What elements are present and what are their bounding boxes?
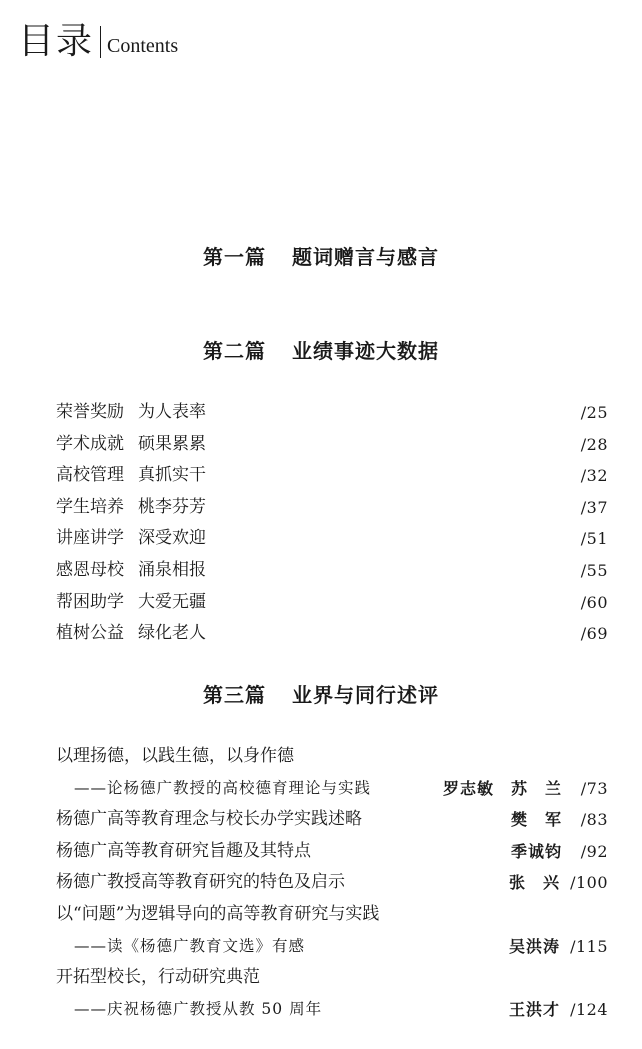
article-subtitle: ——论杨德广教授的高校德育理论与实践 <box>74 778 372 797</box>
part3-number: 第三篇 <box>203 683 266 707</box>
entry-title-a: 感恩母校 <box>56 559 124 580</box>
article-author: 罗志敏 苏 兰 <box>442 778 562 798</box>
article-subtitle-row[interactable] <box>56 773 608 805</box>
article-title-row[interactable] <box>56 804 608 836</box>
toc-title-en: Contents <box>107 35 179 57</box>
entry-title-a: 高校管理 <box>56 465 124 486</box>
part2-title: 业绩事迹大数据 <box>292 339 439 363</box>
entry-title-b: 深受欢迎 <box>138 528 206 549</box>
entry-title-b: 桃李芬芳 <box>138 496 206 517</box>
entry-title-b: 涌泉相报 <box>138 559 206 580</box>
page-number: /92 <box>580 841 608 861</box>
part3-heading[interactable] <box>0 682 642 708</box>
article-author: 季诚钧 <box>510 841 562 861</box>
article-subtitle: ——读《杨德广教育文选》有感 <box>74 936 306 955</box>
page-number: /73 <box>580 778 608 798</box>
toc-title-cn: 目录 <box>18 21 95 62</box>
article-title: 杨德广教授高等教育研究的特色及启示 <box>56 872 345 893</box>
entry-title-a: 学术成就 <box>56 433 124 454</box>
article-title: 杨德广高等教育研究旨趣及其特点 <box>56 840 311 861</box>
page-number: /28 <box>580 434 608 454</box>
toc-header <box>18 18 178 62</box>
entry-title-b: 为人表率 <box>138 402 206 422</box>
toc-entry[interactable] <box>56 460 608 492</box>
article-author: 樊 军 <box>510 810 562 830</box>
part3-title: 业界与同行述评 <box>292 683 439 707</box>
page-number: /100 <box>570 873 608 893</box>
page-number: /55 <box>580 560 608 580</box>
entry-title-a: 帮困助学 <box>56 591 124 612</box>
page-number: /32 <box>580 466 608 486</box>
article-subtitle-row[interactable] <box>56 931 608 963</box>
toc-entry[interactable] <box>56 555 608 587</box>
article-title: 开拓型校长，行动研究典范 <box>56 967 260 988</box>
article-title-row[interactable] <box>56 741 608 773</box>
page-number: /83 <box>580 810 608 830</box>
entry-title-a: 植树公益 <box>56 623 124 644</box>
header-divider <box>100 26 101 58</box>
entry-title-b: 大爱无疆 <box>138 591 206 612</box>
page-number: /124 <box>570 999 608 1019</box>
article-author: 吴洪涛 <box>508 936 560 956</box>
toc-entry[interactable] <box>56 492 608 524</box>
page-number: /51 <box>580 529 608 549</box>
entry-title-b: 真抓实干 <box>138 465 206 486</box>
article-subtitle: ——庆祝杨德广教授从教 50 周年 <box>74 999 323 1018</box>
part1-number: 第一篇 <box>203 245 266 269</box>
entry-title-a: 荣誉奖励 <box>56 402 124 422</box>
article-subtitle-row[interactable] <box>56 994 608 1026</box>
article-author: 王洪才 <box>508 999 560 1019</box>
article-title: 杨德广高等教育理念与校长办学实践述略 <box>56 809 362 830</box>
toc-entry[interactable] <box>56 587 608 619</box>
article-title: 以“问题”为逻辑导向的高等教育研究与实践 <box>56 903 380 924</box>
entry-title-a: 学生培养 <box>56 496 124 517</box>
article-title-row[interactable] <box>56 899 608 931</box>
part2-number: 第二篇 <box>203 339 266 363</box>
page-number: /60 <box>580 592 608 612</box>
page-number: /69 <box>580 624 608 644</box>
part2-heading[interactable] <box>0 338 642 364</box>
part1-heading[interactable] <box>0 244 642 270</box>
article-title-row[interactable] <box>56 836 608 868</box>
article-author: 张 兴 <box>508 873 560 893</box>
part2-list <box>56 397 608 650</box>
toc-entry[interactable] <box>56 523 608 555</box>
toc-entry[interactable] <box>56 429 608 461</box>
part3-list <box>56 741 608 1025</box>
page-number: /25 <box>580 403 608 422</box>
entry-title-b: 硕果累累 <box>138 433 206 454</box>
article-title-row[interactable] <box>56 962 608 994</box>
page-number: /115 <box>570 936 608 956</box>
part1-title: 题词赠言与感言 <box>292 245 439 269</box>
toc-entry[interactable] <box>56 618 608 650</box>
entry-title-a: 讲座讲学 <box>56 528 124 549</box>
article-title: 以理扬德，以践生德，以身作德 <box>56 746 294 766</box>
entry-title-b: 绿化老人 <box>138 623 206 644</box>
article-title-row[interactable] <box>56 867 608 899</box>
page-number: /37 <box>580 497 608 517</box>
toc-entry[interactable] <box>56 397 608 429</box>
